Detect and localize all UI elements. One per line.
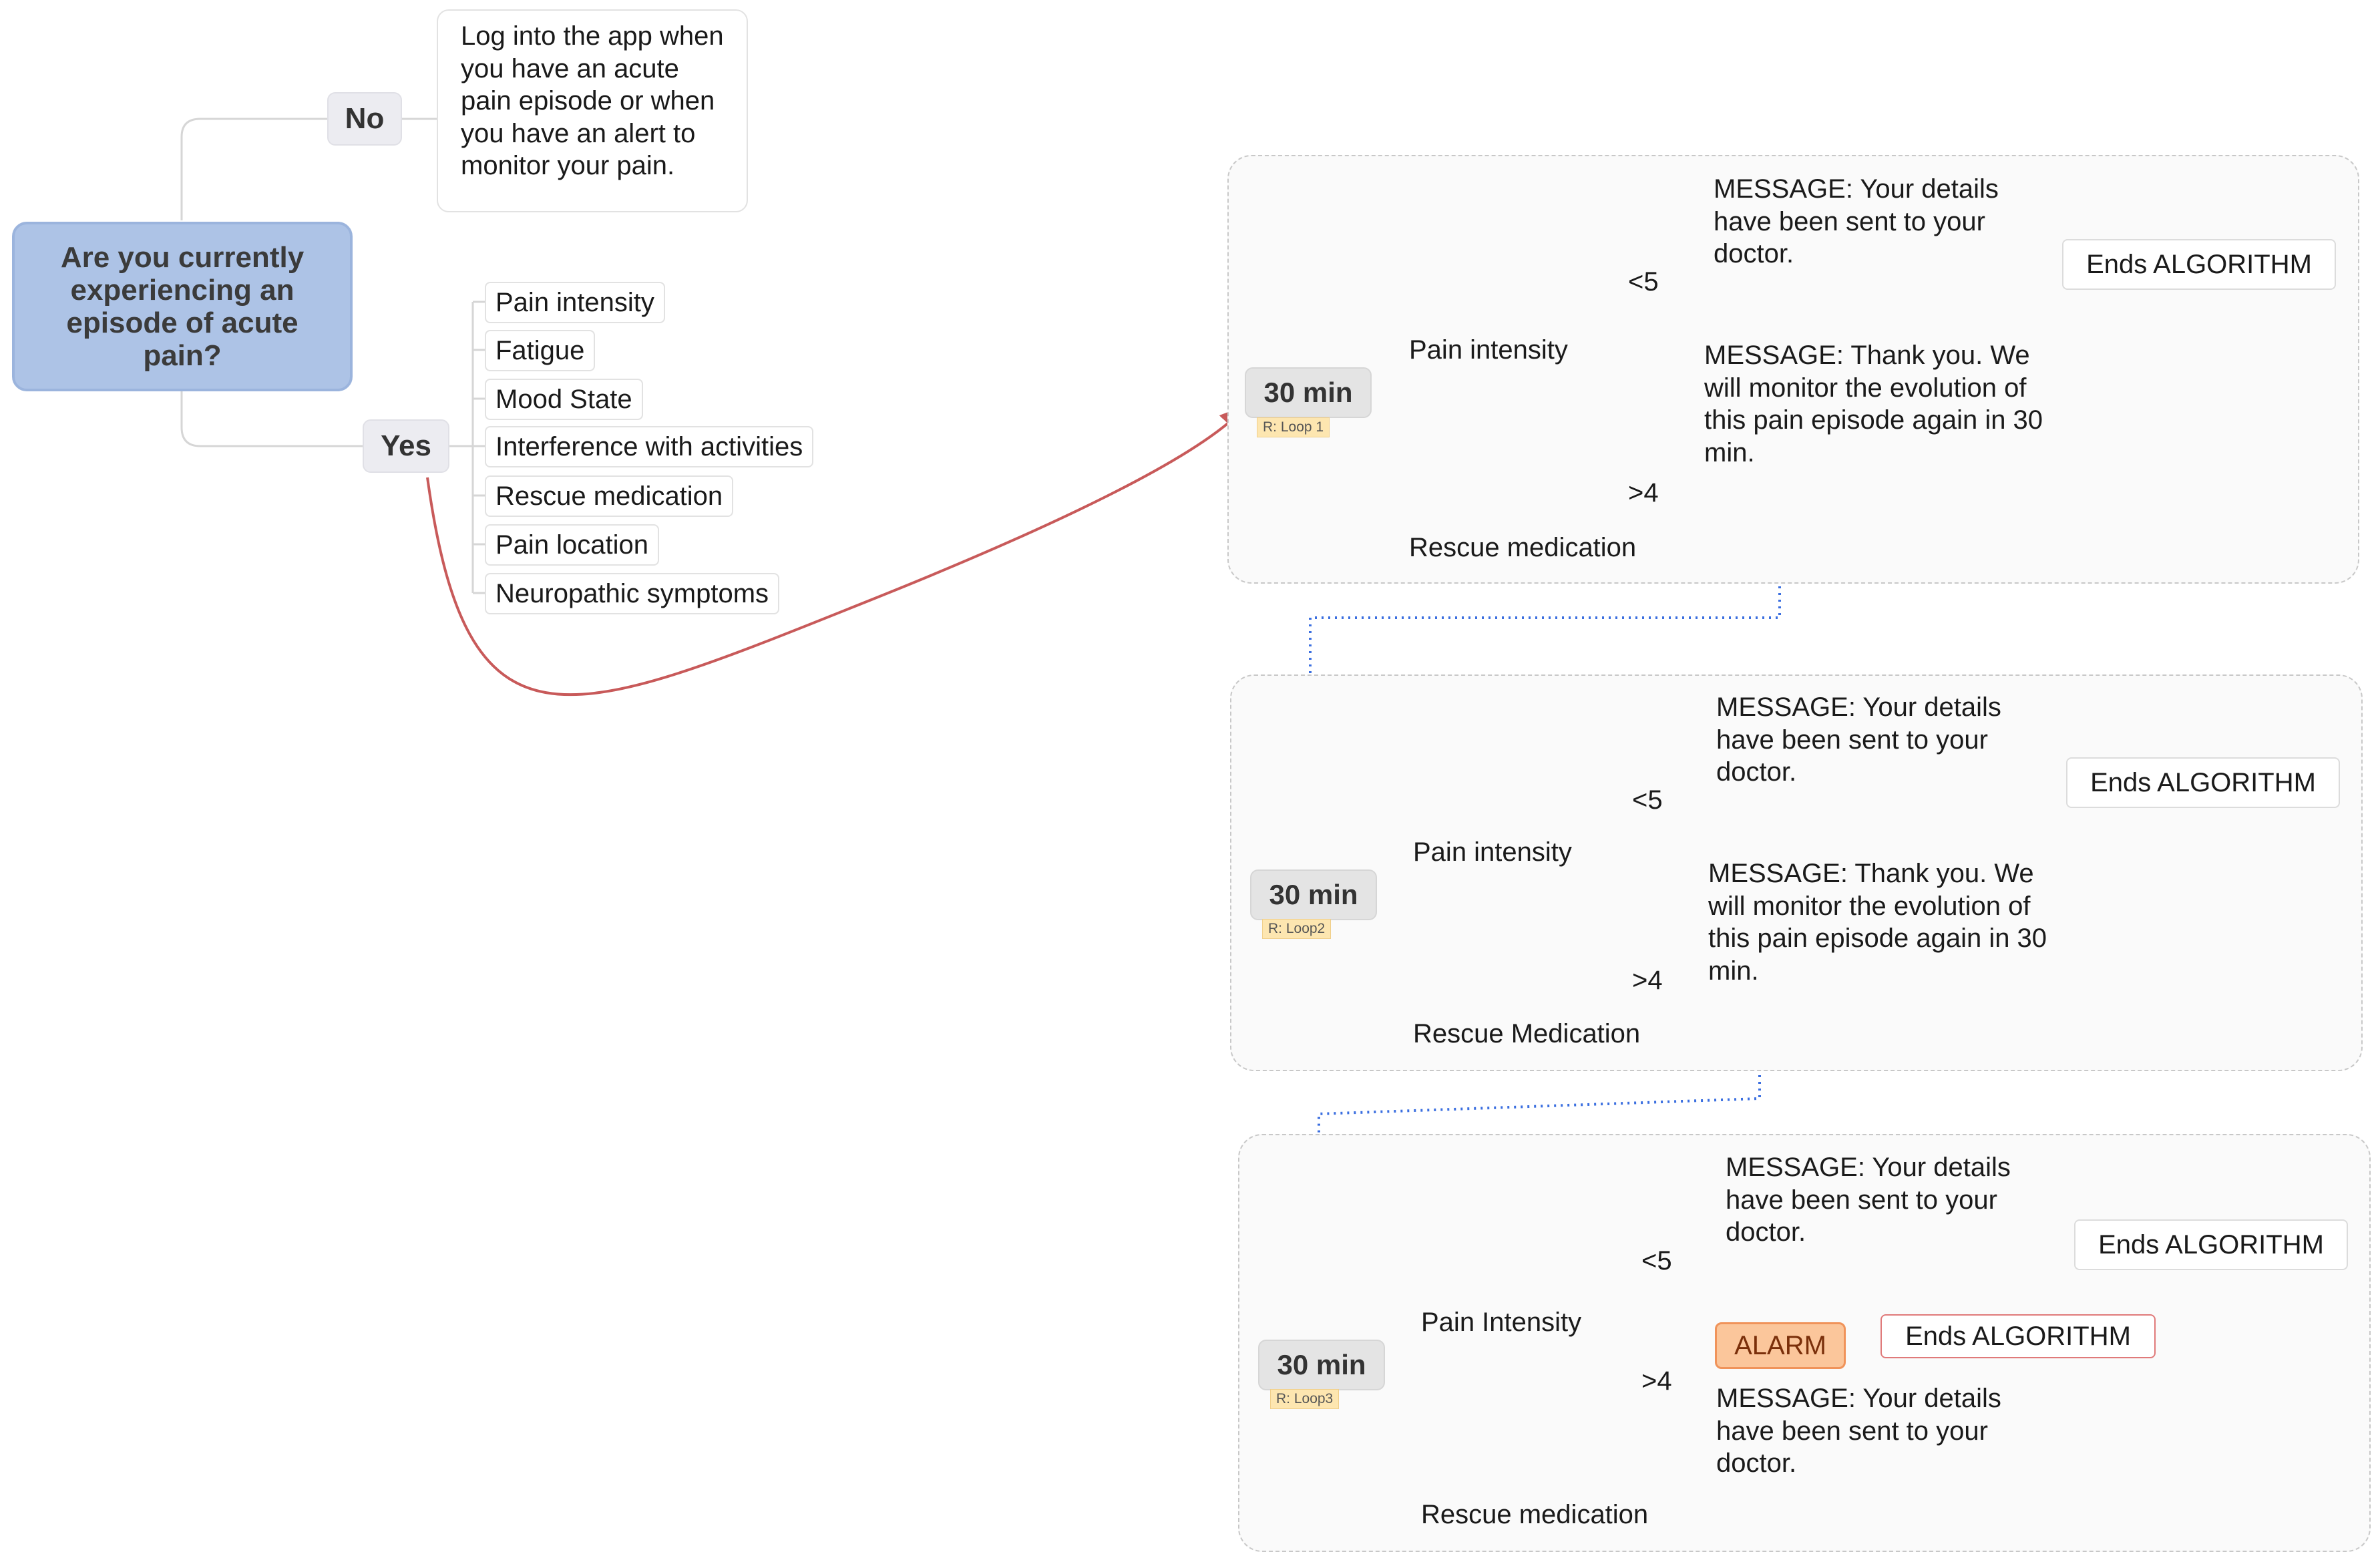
no-branch-note: Log into the app when you have an acute pain episode or when you have an alert to monitor your pain. (437, 9, 748, 212)
loop3-alarm-ends: Ends ALGORITHM (1880, 1314, 2156, 1358)
question-item: Pain intensity (485, 282, 665, 323)
loop2-pain-label: Pain intensity (1413, 837, 1572, 867)
loop1-ends: Ends ALGORITHM (2062, 239, 2336, 290)
loop3-pain-label: Pain Intensity (1421, 1308, 1582, 1337)
question-item: Fatigue (485, 330, 595, 371)
loop2-rescue-label: Rescue Medication (1413, 1019, 1641, 1048)
loop3-tag: R: Loop3 (1270, 1389, 1339, 1409)
root-to-yes-line (182, 391, 364, 446)
loop2-threshold-high: >4 (1632, 966, 1663, 995)
loop2-threshold-low: <5 (1632, 785, 1663, 815)
loop2-low-message: MESSAGE: Your details have been sent to your doctor. (1716, 693, 2001, 787)
loop3-alarm: ALARM (1715, 1322, 1846, 1369)
no-branch: No (327, 92, 402, 146)
loop3-threshold-high: >4 (1641, 1366, 1672, 1396)
loop3-rescue-label: Rescue medication (1421, 1500, 1649, 1529)
loop3-threshold-low: <5 (1641, 1246, 1672, 1276)
question-item: Neuropathic symptoms (485, 573, 779, 614)
yes-items-bracket (449, 302, 473, 593)
loop1-threshold-high: >4 (1628, 478, 1659, 508)
loop2-tag: R: Loop2 (1262, 919, 1331, 939)
loop2-interval: 30 min (1250, 869, 1377, 920)
loop1-interval: 30 min (1245, 367, 1372, 418)
loop1-high-message: MESSAGE: Thank you. We will monitor the evolution of this pain episode again in 30 min. (1704, 341, 2043, 467)
question-item: Mood State (485, 379, 643, 420)
loop3-low-message: MESSAGE: Your details have been sent to your doctor. (1726, 1153, 2011, 1247)
loop1-rescue-label: Rescue medication (1409, 533, 1637, 562)
loop2-ends: Ends ALGORITHM (2066, 757, 2340, 808)
loop1-pain-label: Pain intensity (1409, 335, 1568, 365)
loop1-tag: R: Loop 1 (1257, 417, 1330, 437)
question-item: Pain location (485, 524, 659, 566)
root-question: Are you currently experiencing an episode of acute pain? (12, 222, 353, 391)
loop1-low-message: MESSAGE: Your details have been sent to your doctor. (1714, 174, 1999, 268)
loop1-threshold-low: <5 (1628, 267, 1659, 297)
question-item: Interference with activities (485, 426, 813, 467)
root-to-no-line (182, 119, 329, 220)
loop3-interval: 30 min (1258, 1340, 1385, 1390)
yes-branch: Yes (363, 419, 449, 473)
loop3-ends: Ends ALGORITHM (2074, 1219, 2348, 1270)
question-item: Rescue medication (485, 475, 733, 517)
loop3-high-message: MESSAGE: Your details have been sent to your doctor. (1716, 1384, 2001, 1478)
loop2-high-message: MESSAGE: Thank you. We will monitor the evolution of this pain episode again in 30 min. (1708, 859, 2047, 986)
